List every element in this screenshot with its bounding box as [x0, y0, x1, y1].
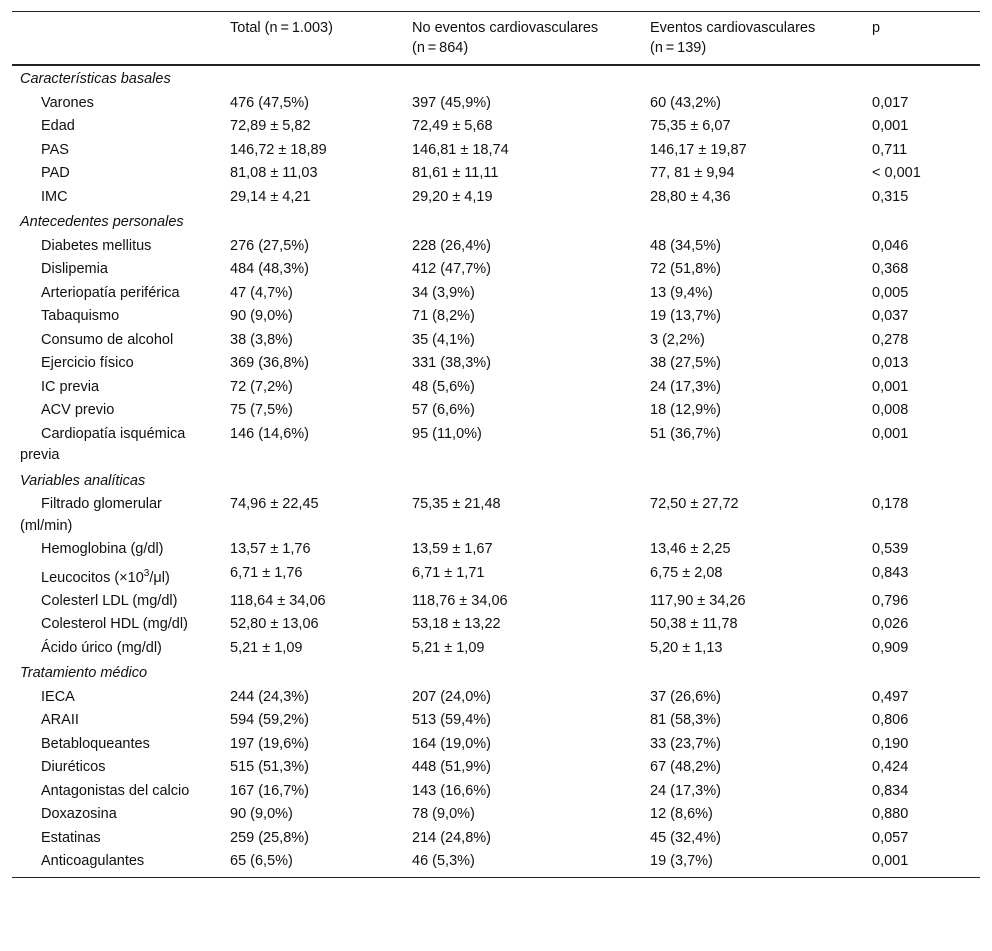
cell-no-events: 13,59 ± 1,67: [412, 541, 493, 557]
cell-p-value: 0,880: [872, 806, 909, 823]
cell-p-value: 0,278: [872, 331, 909, 348]
row-label: Consumo de alcohol: [41, 331, 174, 348]
table-row: [12, 733, 980, 757]
table-row: [12, 637, 980, 661]
cell-no-events: 48 (5,6%): [412, 378, 475, 395]
cell-total: 13,57 ± 1,76: [230, 541, 311, 557]
row-label: IMC: [41, 188, 68, 205]
table-row: [12, 850, 980, 877]
table-row: [12, 352, 980, 376]
table-row: [12, 686, 980, 710]
cell-total: 244 (24,3%): [230, 688, 309, 705]
cell-events: 38 (27,5%): [650, 355, 721, 371]
row-label: Cardiopatía isquémica previa: [20, 425, 186, 463]
row-label: Hemoglobina (g/dl): [41, 541, 164, 557]
table-row: [12, 423, 980, 468]
cell-no-events: 207 (24,0%): [412, 688, 491, 705]
table-row: [12, 756, 980, 780]
cell-total: 484 (48,3%): [230, 261, 309, 277]
cell-events: 51 (36,7%): [650, 425, 721, 442]
cell-p-value: 0,001: [872, 853, 909, 870]
cell-events: 50,38 ± 11,78: [650, 616, 738, 633]
cell-total: 29,14 ± 4,21: [230, 188, 311, 205]
section-title: Características basales: [20, 71, 171, 87]
cell-events: 28,80 ± 4,36: [650, 188, 731, 205]
cell-events: 60 (43,2%): [650, 94, 721, 111]
baseline-characteristics-table-container: [12, 11, 980, 878]
cell-events: 18 (12,9%): [650, 402, 721, 418]
table-row: [12, 376, 980, 400]
table-row: [12, 590, 980, 614]
cell-total: 52,80 ± 13,06: [230, 616, 319, 633]
cell-no-events: 57 (6,6%): [412, 402, 475, 418]
cell-total: 90 (9,0%): [230, 308, 293, 324]
table-body: [12, 65, 980, 877]
cell-total: 6,71 ± 1,76: [230, 564, 303, 581]
row-label: Colesterol HDL (mg/dl): [41, 616, 188, 633]
cell-p-value: 0,005: [872, 284, 909, 301]
cell-events: 24 (17,3%): [650, 782, 721, 799]
cell-p-value: 0,909: [872, 639, 909, 656]
header-no-events-line2: (n = 864): [412, 40, 469, 56]
table-row: [12, 282, 980, 306]
cell-no-events: 513 (59,4%): [412, 712, 491, 729]
cell-total: 146 (14,6%): [230, 425, 309, 442]
table-row: [12, 803, 980, 827]
table-row: [12, 115, 980, 139]
cell-p-value: 0,315: [872, 188, 909, 205]
cell-total: 476 (47,5%): [230, 94, 309, 111]
row-label: Ácido úrico (mg/dl): [41, 639, 162, 656]
cell-no-events: 397 (45,9%): [412, 94, 491, 111]
row-label: Leucocitos $(\times 10^3/\mu l)$: [41, 567, 170, 586]
section-title: Antecedentes personales: [20, 214, 184, 230]
cell-no-events: 71 (8,2%): [412, 308, 475, 324]
cell-no-events: 6,71 ± 1,71: [412, 564, 485, 581]
cell-total: 167 (16,7%): [230, 782, 309, 799]
cell-total: 515 (51,3%): [230, 759, 309, 776]
header-row: [12, 12, 980, 66]
cell-events: 5,20 ± 1,13: [650, 639, 723, 656]
row-label: PAS: [41, 141, 69, 158]
cell-events: 81 (58,3%): [650, 712, 721, 729]
row-label: Edad: [41, 118, 75, 134]
header-p-value: p: [872, 20, 881, 36]
table-row: [12, 827, 980, 851]
cell-events: 45 (32,4%): [650, 829, 721, 846]
cell-total: 38 (3,8%): [230, 331, 293, 348]
table-row: [12, 92, 980, 116]
row-label: Tabaquismo: [41, 308, 120, 324]
cell-events: 12 (8,6%): [650, 806, 713, 823]
cell-events: 77, 81 ± 9,94: [650, 165, 735, 181]
cell-events: 13 (9,4%): [650, 284, 713, 301]
cell-total: 369 (36,8%): [230, 355, 309, 371]
cell-events: 13,46 ± 2,25: [650, 541, 731, 557]
section-row: [12, 468, 980, 494]
cell-total: 72,89 ± 5,82: [230, 118, 311, 134]
cell-total: 146,72 ± 18,89: [230, 141, 327, 158]
header-no-events: [404, 12, 642, 66]
cell-p-value: 0,178: [872, 496, 909, 512]
cell-p-value: 0,026: [872, 616, 909, 633]
cell-events: 67 (48,2%): [650, 759, 721, 776]
table-row: [12, 613, 980, 637]
baseline-characteristics-table: [12, 11, 980, 878]
cell-total: 259 (25,8%): [230, 829, 309, 846]
cell-p-value: 0,046: [872, 237, 909, 254]
header-no-events-line1: No eventos cardiovasculares: [412, 20, 599, 36]
cell-no-events: 78 (9,0%): [412, 806, 475, 823]
cell-p-value: 0,424: [872, 759, 909, 776]
cell-p-value: 0,843: [872, 564, 909, 581]
cell-p-value: 0,711: [872, 141, 908, 158]
cell-no-events: 72,49 ± 5,68: [412, 118, 493, 134]
cell-events: 117,90 ± 34,26: [650, 592, 746, 609]
row-label: Doxazosina: [41, 806, 117, 823]
row-label: Arteriopatía periférica: [41, 284, 180, 301]
cell-total: 118,64 ± 34,06: [230, 592, 326, 609]
table-row: [12, 258, 980, 282]
cell-no-events: 95 (11,0%): [412, 425, 482, 442]
cell-p-value: 0,001: [872, 118, 909, 134]
row-label: Ejercicio físico: [41, 355, 134, 371]
cell-no-events: 5,21 ± 1,09: [412, 639, 485, 656]
cell-p-value: 0,497: [872, 688, 909, 705]
cell-no-events: 29,20 ± 4,19: [412, 188, 493, 205]
cell-total: 5,21 ± 1,09: [230, 639, 303, 656]
cell-no-events: 412 (47,7%): [412, 261, 491, 277]
cell-p-value: 0,806: [872, 712, 909, 729]
cell-events: 48 (34,5%): [650, 237, 721, 254]
table-row: [12, 162, 980, 186]
header-events-line1: Eventos cardiovasculares: [650, 20, 816, 36]
table-bottom-rule: [12, 877, 980, 878]
cell-events: 72 (51,8%): [650, 261, 721, 277]
row-label: Estatinas: [41, 829, 101, 846]
cell-events: 19 (3,7%): [650, 853, 713, 870]
cell-no-events: 35 (4,1%): [412, 331, 475, 348]
table-row: [12, 329, 980, 353]
cell-p-value: 0,539: [872, 541, 909, 557]
table-row: [12, 235, 980, 259]
cell-no-events: 331 (38,3%): [412, 355, 491, 371]
section-row: [12, 660, 980, 686]
cell-no-events: 214 (24,8%): [412, 829, 491, 846]
cell-total: 74,96 ± 22,45: [230, 496, 319, 512]
row-label: IECA: [41, 688, 75, 705]
cell-no-events: 46 (5,3%): [412, 853, 475, 870]
cell-no-events: 75,35 ± 21,48: [412, 496, 501, 512]
header-events-line2: (n = 139): [650, 40, 707, 56]
cell-no-events: 228 (26,4%): [412, 237, 491, 254]
cell-total: 65 (6,5%): [230, 853, 293, 870]
cell-no-events: 53,18 ± 13,22: [412, 616, 501, 633]
row-label: PAD: [41, 165, 70, 181]
cell-no-events: 164 (19,0%): [412, 735, 491, 752]
cell-p-value: 0,796: [872, 592, 909, 609]
section-title: Variables analíticas: [20, 472, 146, 489]
row-label: Anticoagulantes: [41, 853, 145, 870]
section-row: [12, 65, 980, 92]
cell-events: 146,17 ± 19,87: [650, 141, 747, 158]
row-label: Diuréticos: [41, 759, 106, 776]
cell-p-value: 0,017: [872, 94, 909, 111]
cell-p-value: 0,057: [872, 829, 909, 846]
row-label: Varones: [41, 94, 94, 111]
cell-p-value: 0,190: [872, 735, 909, 752]
table-row: [12, 139, 980, 163]
cell-p-value: 0,001: [872, 425, 909, 442]
cell-p-value: 0,368: [872, 261, 909, 277]
row-label: ARAII: [41, 712, 79, 729]
cell-events: 75,35 ± 6,07: [650, 118, 731, 134]
cell-total: 197 (19,6%): [230, 735, 309, 752]
row-label: IC previa: [41, 378, 100, 395]
cell-events: 24 (17,3%): [650, 378, 721, 395]
cell-no-events: 34 (3,9%): [412, 284, 475, 301]
cell-total: 47 (4,7%): [230, 284, 293, 301]
cell-p-value: 0,001: [872, 378, 909, 395]
cell-events: 6,75 ± 2,08: [650, 564, 723, 581]
cell-no-events: 118,76 ± 34,06: [412, 592, 508, 609]
cell-events: 37 (26,6%): [650, 688, 721, 705]
cell-events: 72,50 ± 27,72: [650, 496, 739, 512]
row-label: Dislipemia: [41, 261, 108, 277]
table-row: [12, 186, 980, 210]
cell-total: 81,08 ± 11,03: [230, 165, 318, 181]
cell-total: 75 (7,5%): [230, 402, 293, 418]
cell-total: 90 (9,0%): [230, 806, 293, 823]
cell-no-events: 448 (51,9%): [412, 759, 491, 776]
table-row: [12, 562, 980, 590]
row-label: Diabetes mellitus: [41, 237, 152, 254]
table-row: [12, 399, 980, 423]
cell-events: 19 (13,7%): [650, 308, 721, 324]
row-label: ACV previo: [41, 402, 115, 418]
table-row: [12, 493, 980, 538]
cell-total: 594 (59,2%): [230, 712, 309, 729]
row-label: Colesterl LDL (mg/dl): [41, 592, 178, 609]
cell-p-value: 0,834: [872, 782, 909, 799]
cell-p-value: < 0,001: [872, 165, 921, 181]
cell-no-events: 146,81 ± 18,74: [412, 141, 509, 158]
table-header: [12, 12, 980, 66]
header-events: [642, 12, 864, 66]
section-title: Tratamiento médico: [20, 665, 148, 682]
header-variable: [12, 12, 222, 66]
cell-p-value: 0,013: [872, 355, 909, 371]
table-row: [12, 709, 980, 733]
cell-total: 276 (27,5%): [230, 237, 309, 254]
section-row: [12, 209, 980, 235]
cell-events: 33 (23,7%): [650, 735, 721, 752]
cell-p-value: 0,008: [872, 402, 909, 418]
cell-no-events: 143 (16,6%): [412, 782, 491, 799]
row-label: Antagonistas del calcio: [41, 782, 190, 799]
header-total: Total (n = 1.003): [230, 20, 333, 36]
table-row: [12, 780, 980, 804]
cell-p-value: 0,037: [872, 308, 909, 324]
cell-no-events: 81,61 ± 11,11: [412, 165, 499, 181]
cell-total: 72 (7,2%): [230, 378, 293, 395]
cell-events: 3 (2,2%): [650, 331, 705, 348]
row-label: Filtrado glomerular (ml/min): [20, 496, 162, 534]
row-label: Betabloqueantes: [41, 735, 150, 752]
table-row: [12, 305, 980, 329]
table-row: [12, 538, 980, 562]
